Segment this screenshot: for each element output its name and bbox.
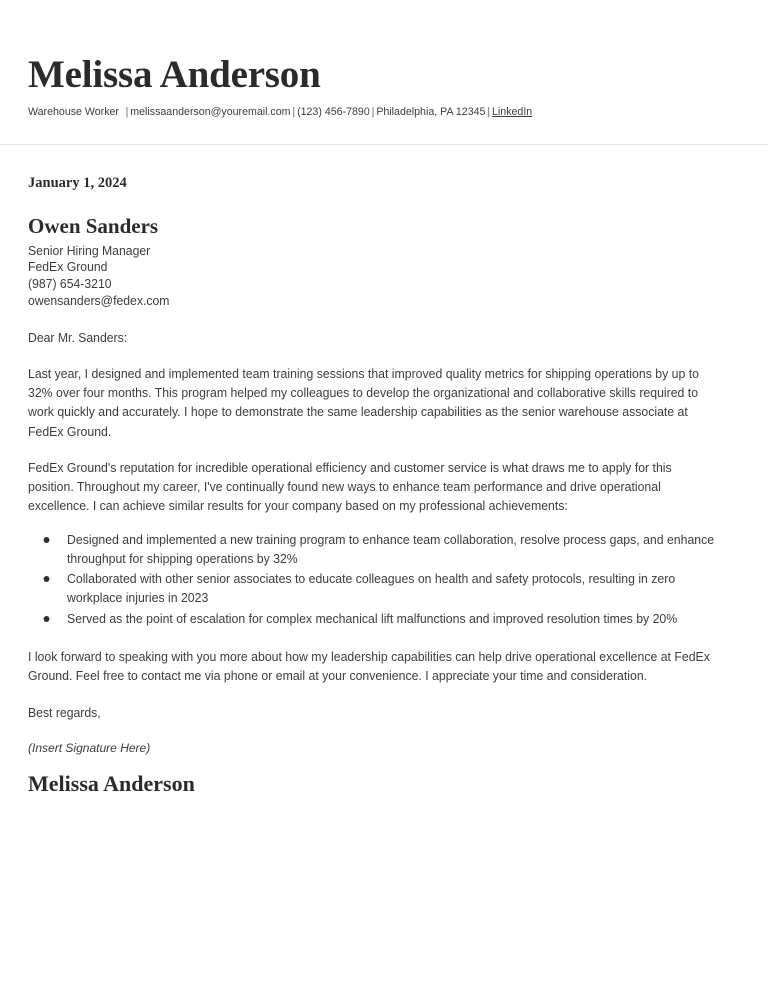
recipient-name: Owen Sanders xyxy=(28,214,159,239)
contact-job-title: Warehouse Worker xyxy=(28,106,119,119)
recipient-block xyxy=(28,214,737,309)
letter-body xyxy=(28,175,737,796)
body-paragraph-2: FedEx Ground's reputation for incredible operational efficiency and customer service is what draws me to apply for this position. Throughout my career, I've continually found new ways to enhance team performance and drive operational excellence. I can achieve similar results for your company based on my professional achievements: xyxy=(28,460,672,514)
contact-separator: | xyxy=(487,106,491,119)
recipient-phone: (987) 654-3210 xyxy=(28,277,112,291)
contact-location: Philadelphia, PA 12345 xyxy=(376,106,486,119)
list-item xyxy=(28,531,719,570)
list-item xyxy=(28,610,719,629)
bullet-dot-icon xyxy=(44,616,50,622)
list-item xyxy=(28,570,719,609)
page-title: Melissa Anderson xyxy=(28,53,321,96)
recipient-company: FedEx Ground xyxy=(28,260,108,275)
achievements-list xyxy=(28,531,719,629)
list-item-text: Collaborated with other senior associates to educate colleagues on health and safety protocols, resulting in zero workplace injuries in 2023 xyxy=(67,572,676,606)
bullet-dot-icon xyxy=(44,576,50,582)
letter-date: January 1, 2024 xyxy=(28,175,127,191)
recipient-title: Senior Hiring Manager xyxy=(28,243,151,258)
signature-placeholder: (Insert Signature Here) xyxy=(28,740,151,755)
contact-phone: (123) 456-7890 xyxy=(297,106,370,119)
bullet-dot-icon xyxy=(44,537,50,543)
contact-info-line xyxy=(28,105,702,120)
signature-name: Melissa Anderson xyxy=(28,771,195,797)
list-item-text: Served as the point of escalation for complex mechanical lift malfunctions and improved resolution times by 20% xyxy=(67,611,678,626)
letterhead xyxy=(0,0,768,120)
signoff: Best regards, xyxy=(28,706,101,721)
linkedin-link[interactable]: LinkedIn xyxy=(492,106,533,119)
contact-separator: | xyxy=(292,106,296,119)
closing-paragraph: I look forward to speaking with you more about how my leadership capabilities can help drive operational excellence at FedEx Ground. Feel free to contact me via phone or email at your convenience. I appreciate your time and consideration. xyxy=(28,649,710,684)
recipient-email: owensanders@fedex.com xyxy=(28,293,170,308)
contact-separator: | xyxy=(125,106,129,119)
contact-separator: | xyxy=(371,106,375,119)
body-paragraph-1: Last year, I designed and implemented team training sessions that improved quality metrics for shipping operations by up to 32% over four months. This program helped my colleagues to develop the organizational and collaborative skills required to work quickly and accurately. I hope to demonstrate the same leadership capabilities as the senior warehouse associate at FedEx Ground. xyxy=(28,366,699,439)
header-divider xyxy=(0,144,768,145)
contact-email: melissaanderson@youremail.com xyxy=(130,106,291,119)
salutation: Dear Mr. Sanders: xyxy=(28,331,128,346)
list-item-text: Designed and implemented a new training program to enhance team collaboration, resolve process gaps, and enhance throughput for shipping operations by 32% xyxy=(67,532,715,566)
